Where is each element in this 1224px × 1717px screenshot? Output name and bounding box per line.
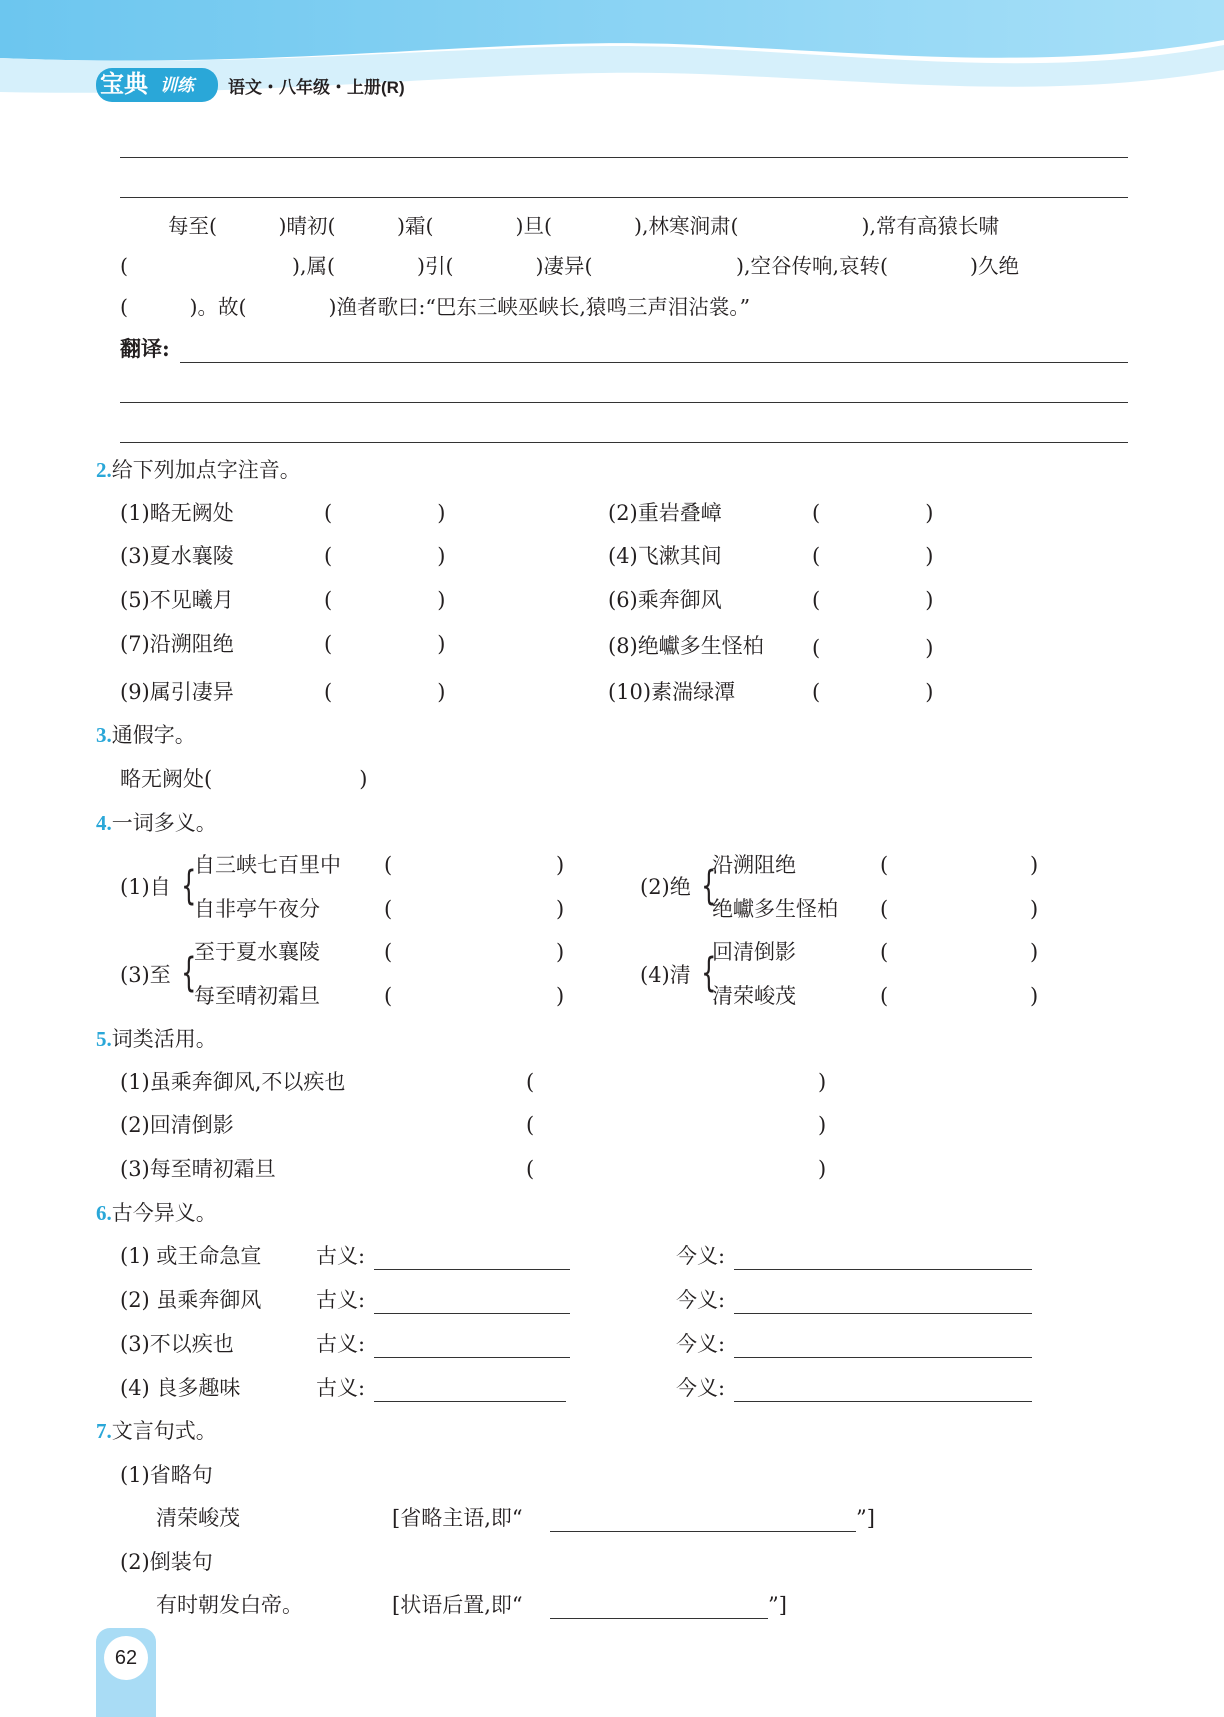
q2-item-paren[interactable]: ( ) <box>812 636 934 660</box>
passage-line: ( ),属( )引( )凄异( ),空谷传响,哀转( )久绝 <box>120 254 1020 278</box>
q4-line: 自非亭午夜分 <box>194 897 320 921</box>
q6-item: (2) 虽乘奔御风 <box>120 1288 262 1312</box>
question-4-title <box>96 810 217 836</box>
q5-item: (3)每至晴初霜旦 <box>120 1157 276 1181</box>
q4-paren-open[interactable]: ( <box>384 984 393 1008</box>
q2-item-paren[interactable]: ( ) <box>812 588 934 612</box>
passage-line: ( )。故( )渔者歌曰:“巴东三峡巫峡长,猿鸣三声泪沾裳。” <box>120 295 751 319</box>
q4-paren-close[interactable]: ) <box>556 853 565 877</box>
q4-paren-close[interactable]: ) <box>1030 940 1039 964</box>
q2-item-label: (8)绝巘多生怪柏 <box>608 634 764 658</box>
q6-gu-label: 古义: <box>316 1244 366 1268</box>
q4-line: 绝巘多生怪柏 <box>712 897 838 921</box>
q4-line: 至于夏水襄陵 <box>194 940 320 964</box>
q5-paren-close[interactable]: ) <box>818 1070 827 1094</box>
q2-item-label: (5)不见曦月 <box>120 588 234 612</box>
q2-item-label: (1)略无阙处 <box>120 501 234 525</box>
question-number: 4. <box>96 811 112 835</box>
q4-paren-close[interactable]: ) <box>556 897 565 921</box>
q4-paren-open[interactable]: ( <box>880 984 889 1008</box>
question-text: 词类活用。 <box>111 1027 217 1051</box>
header-subtitle: 语文・八年级・上册(R) <box>228 78 405 97</box>
q6-gu-answer-line[interactable] <box>374 1313 570 1314</box>
q7-answer-line[interactable] <box>550 1531 856 1532</box>
q2-item-label: (2)重岩叠嶂 <box>608 501 722 525</box>
answer-line <box>120 197 1128 198</box>
q6-jin-answer-line[interactable] <box>734 1401 1032 1402</box>
brace-icon: { <box>701 950 717 996</box>
q4-paren-open[interactable]: ( <box>880 940 889 964</box>
question-2-title <box>96 457 301 483</box>
q4-paren-close[interactable]: ) <box>1030 984 1039 1008</box>
question-text: 通假字。 <box>111 723 196 747</box>
q5-paren-open[interactable]: ( <box>526 1157 535 1181</box>
q2-item-label: (3)夏水襄陵 <box>120 544 234 568</box>
q6-jin-label: 今义: <box>676 1288 726 1312</box>
q2-item-label: (7)沿溯阻绝 <box>120 632 234 656</box>
q7-sentence: 清荣峻茂 <box>156 1506 240 1530</box>
question-text: 文言句式。 <box>111 1419 217 1443</box>
q6-gu-answer-line[interactable] <box>374 1269 570 1270</box>
q6-jin-answer-line[interactable] <box>734 1313 1032 1314</box>
q4-group-head: (3)至 <box>120 963 171 987</box>
q2-item-paren[interactable]: ( ) <box>324 501 446 525</box>
question-6-title <box>96 1200 217 1226</box>
q3-item[interactable]: 略无阙处( ) <box>120 767 368 791</box>
translate-line[interactable] <box>120 442 1128 443</box>
question-number: 7. <box>96 1419 112 1443</box>
q5-paren-open[interactable]: ( <box>526 1113 535 1137</box>
q6-jin-label: 今义: <box>676 1376 726 1400</box>
q2-item-paren[interactable]: ( ) <box>324 588 446 612</box>
q2-item-paren[interactable]: ( ) <box>324 680 446 704</box>
q2-item-label: (6)乘奔御风 <box>608 588 722 612</box>
translate-line[interactable] <box>180 362 1128 363</box>
q6-gu-label: 古义: <box>316 1376 366 1400</box>
logo-main: 宝典 <box>100 71 148 98</box>
q6-jin-answer-line[interactable] <box>734 1357 1032 1358</box>
brace-icon: { <box>181 950 197 996</box>
q4-line: 沿溯阻绝 <box>712 853 796 877</box>
q4-paren-open[interactable]: ( <box>384 853 393 877</box>
q7-hint-post: ”] <box>768 1593 787 1617</box>
q5-item: (1)虽乘奔御风,不以疾也 <box>120 1070 346 1094</box>
question-5-title <box>96 1026 217 1052</box>
q4-line: 自三峡七百里中 <box>194 853 341 877</box>
q4-line: 回清倒影 <box>712 940 796 964</box>
q7-sub-title: (1)省略句 <box>120 1463 213 1487</box>
q6-item: (1) 或王命急宣 <box>120 1244 262 1268</box>
translate-line[interactable] <box>120 402 1128 403</box>
answer-line <box>120 157 1128 158</box>
q2-item-paren[interactable]: ( ) <box>812 680 934 704</box>
header-wave-decoration <box>0 0 1224 125</box>
q6-gu-label: 古义: <box>316 1288 366 1312</box>
q7-sentence: 有时朝发白帝。 <box>156 1593 303 1617</box>
q6-jin-label: 今义: <box>676 1244 726 1268</box>
q2-item-paren[interactable]: ( ) <box>812 501 934 525</box>
question-3-title <box>96 722 196 748</box>
logo-sub: 训练 <box>160 76 194 95</box>
question-7-title <box>96 1418 217 1444</box>
passage-line: 每至( )晴初( )霜( )旦( ),林寒涧肃( ),常有高猿长啸 <box>168 214 1000 238</box>
q2-item-paren[interactable]: ( ) <box>324 632 446 656</box>
question-number: 6. <box>96 1201 112 1225</box>
q6-item: (4) 良多趣味 <box>120 1376 241 1400</box>
question-text: 一词多义。 <box>111 811 217 835</box>
translate-label: 翻译: <box>120 336 170 361</box>
q6-gu-answer-line[interactable] <box>374 1401 566 1402</box>
q4-paren-close[interactable]: ) <box>1030 897 1039 921</box>
q4-group-head: (1)自 <box>120 875 171 899</box>
q2-item-paren[interactable]: ( ) <box>812 544 934 568</box>
brace-icon: { <box>701 863 717 909</box>
q7-sub-title: (2)倒装句 <box>120 1550 213 1574</box>
brace-icon: { <box>181 863 197 909</box>
q2-item-label: (9)属引凄异 <box>120 680 234 704</box>
q4-paren-open[interactable]: ( <box>384 940 393 964</box>
q5-paren-close[interactable]: ) <box>818 1157 827 1181</box>
q4-paren-close[interactable]: ) <box>556 940 565 964</box>
q4-paren-open[interactable]: ( <box>880 897 889 921</box>
page-number: 62 <box>114 1647 138 1669</box>
q2-item-label: (10)素湍绿潭 <box>608 680 736 704</box>
q6-jin-label: 今义: <box>676 1332 726 1356</box>
q7-hint-pre: [状语后置,即“ <box>392 1593 523 1617</box>
q4-paren-close[interactable]: ) <box>556 984 565 1008</box>
q7-hint-pre: [省略主语,即“ <box>392 1506 523 1530</box>
q4-line: 清荣峻茂 <box>712 984 796 1008</box>
question-number: 3. <box>96 723 112 747</box>
q6-jin-answer-line[interactable] <box>734 1269 1032 1270</box>
q7-answer-line[interactable] <box>550 1618 768 1619</box>
q6-gu-answer-line[interactable] <box>374 1357 570 1358</box>
q5-paren-close[interactable]: ) <box>818 1113 827 1137</box>
q6-item: (3)不以疾也 <box>120 1332 234 1356</box>
q2-item-label: (4)飞漱其间 <box>608 544 722 568</box>
q4-line: 每至晴初霜旦 <box>194 984 320 1008</box>
q7-hint-post: ”] <box>856 1506 875 1530</box>
question-number: 5. <box>96 1027 112 1051</box>
question-text: 给下列加点字注音。 <box>111 458 301 482</box>
q4-group-head: (4)清 <box>640 963 691 987</box>
question-text: 古今异义。 <box>111 1201 217 1225</box>
q5-item: (2)回清倒影 <box>120 1113 234 1137</box>
q4-group-head: (2)绝 <box>640 875 691 899</box>
q2-item-paren[interactable]: ( ) <box>324 544 446 568</box>
q4-paren-open[interactable]: ( <box>880 853 889 877</box>
q4-paren-open[interactable]: ( <box>384 897 393 921</box>
q6-gu-label: 古义: <box>316 1332 366 1356</box>
q4-paren-close[interactable]: ) <box>1030 853 1039 877</box>
q5-paren-open[interactable]: ( <box>526 1070 535 1094</box>
question-number: 2. <box>96 458 112 482</box>
